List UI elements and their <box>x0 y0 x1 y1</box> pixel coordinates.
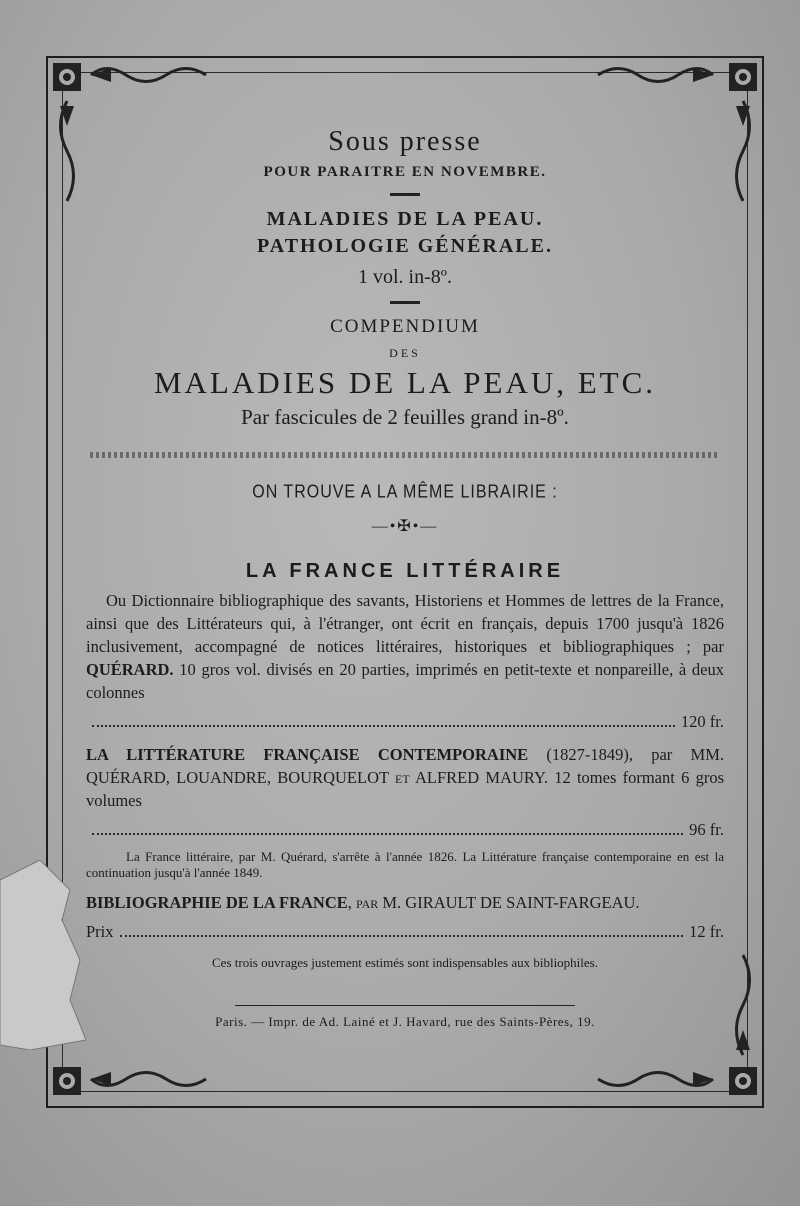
litterature-title: LA LITTÉRATURE FRANÇAISE CONTEMPORAINE <box>86 745 529 764</box>
bibliographie-prix-label: Prix <box>86 922 114 941</box>
divider <box>390 193 420 196</box>
bibliographie-author: , par M. GIRAULT DE SAINT-FARGEAU. <box>347 893 640 912</box>
litterature-price: 96 fr. <box>689 820 724 839</box>
leader-dots <box>92 833 683 835</box>
corner-ornament-icon <box>726 60 760 94</box>
scroll-ornament-icon <box>728 950 758 1060</box>
france-litteraire-description <box>80 589 730 704</box>
pathologie-title: PATHOLOGIE GÉNÉRALE. <box>257 235 553 257</box>
closing-remark: Ces trois ouvrages justement estimés sont indispensables aux bibliophiles. <box>212 955 598 970</box>
pour-paraitre-subheading: POUR PARAITRE EN NOVEMBRE. <box>263 164 547 180</box>
corner-ornament-icon <box>50 1064 84 1098</box>
litterature-text: 12 tomes formant 6 gros volumes <box>86 768 725 810</box>
scroll-ornament-icon <box>728 96 758 206</box>
scroll-ornament-icon <box>86 1066 216 1092</box>
france-litteraire-price: 120 fr. <box>680 712 724 731</box>
torn-corner-damage <box>0 860 86 1050</box>
compendium-subject: MALADIES DE LA PEAU, ETC. <box>153 365 657 400</box>
leader-dots <box>92 725 675 727</box>
compendium-format: Par fascicules de 2 feuilles grand in-8º. <box>241 405 569 429</box>
corner-ornament-icon <box>50 60 84 94</box>
maladies-title: MALADIES DE LA PEAU. <box>266 208 544 230</box>
fleuron-icon: —•✠•— <box>371 518 439 535</box>
bibliographie-price-line <box>80 920 730 943</box>
wavy-rule <box>90 452 720 458</box>
scroll-ornament-icon <box>86 62 216 88</box>
scroll-ornament-icon <box>52 96 82 206</box>
divider <box>390 301 420 304</box>
france-litteraire-text: Ou Dictionnaire bibliographique des savants, Historiens et Hommes de lettres de la France, ainsi que des Littérateurs qui, à l'étranger, ont écrit en français, depuis 1700 jusqu'à 1826 inclusivement, accompagné de notices littéraires, historiques et bibliographiques ; par <box>86 591 724 656</box>
announcement-content <box>80 120 730 1030</box>
scroll-ornament-icon <box>588 1066 718 1092</box>
france-litteraire-text2: 10 gros vol. divisés en 20 parties, imprimés en petit-texte et nonpareille, à deux colonnes <box>86 660 725 702</box>
bibliographie-title: BIBLIOGRAPHIE DE LA FRANCE <box>86 893 348 912</box>
leader-dots <box>120 935 684 937</box>
compendium-des: DES <box>389 346 421 360</box>
scroll-ornament-icon <box>588 62 718 88</box>
librairie-heading: ON TROUVE A LA MÊME LIBRAIRIE : <box>252 482 558 503</box>
imprint-divider <box>235 1005 575 1006</box>
france-litteraire-author: QUÉRARD. <box>86 660 174 679</box>
sous-presse-heading: Sous presse <box>328 126 482 157</box>
france-litteraire-title: LA FRANCE LITTÉRAIRE <box>245 560 565 582</box>
bibliographie-entry <box>80 891 730 914</box>
volume-note: 1 vol. in-8º. <box>358 266 452 288</box>
litterature-price-line <box>80 818 730 841</box>
france-litteraire-price-line <box>80 710 730 733</box>
bibliographie-price: 12 fr. <box>689 922 724 941</box>
corner-ornament-icon <box>726 1064 760 1098</box>
compendium-title: COMPENDIUM <box>330 316 480 337</box>
litterature-authors: MM. QUÉRARD, LOUANDRE, BOURQUELOT et ALFRED MAURY. <box>86 745 725 787</box>
litterature-contemporaine-entry <box>80 743 730 812</box>
litterature-years: (1827-1849), par <box>546 745 673 764</box>
footnote: La France littéraire, par M. Quérard, s'arrête à l'année 1826. La Littérature française contemporaine en est la continuation jusqu'à l'année 1849. <box>86 849 724 880</box>
printer-imprint: Paris. — Impr. de Ad. Lainé et J. Havard, rue des Saints-Pères, 19. <box>215 1014 595 1029</box>
